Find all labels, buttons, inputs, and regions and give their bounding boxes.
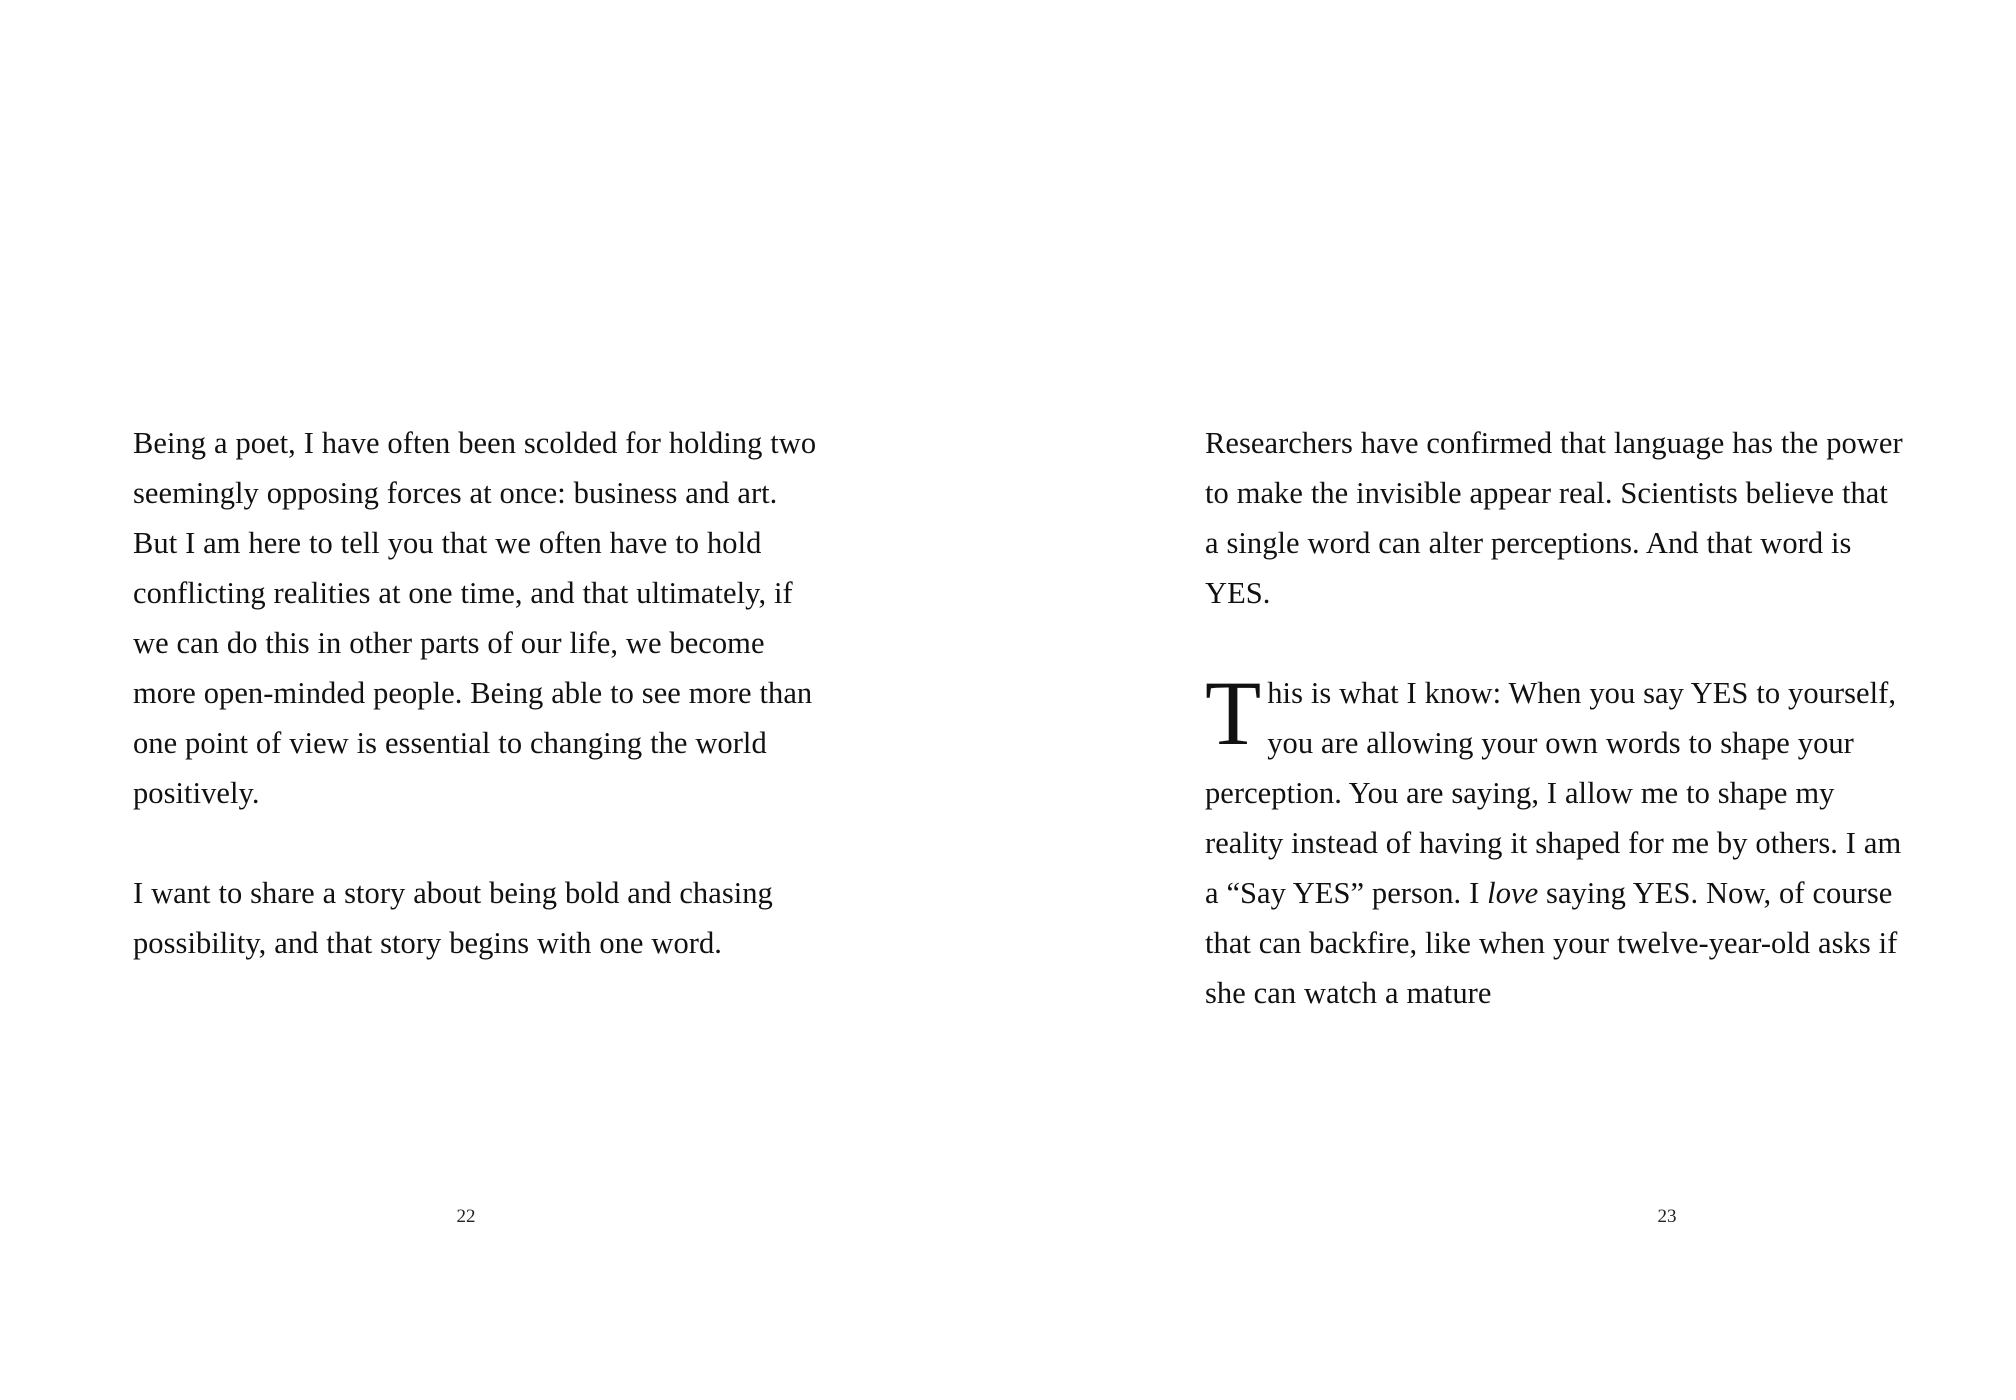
paragraph-text-after-italic: saying YES. Now, of course that can backfire, like when your twelve-year-old asks if she can watch a mature [1205,876,1898,1010]
italic-word-love: love [1487,876,1539,910]
right-page-text-block [1205,418,1905,1018]
drop-cap-letter: T [1205,662,1262,764]
page-number-right: 23 [1657,1206,1677,1227]
paragraph-this-is-what-i-know [1205,662,1905,1018]
paragraph-text-before-italic: his is what I know: When you say YES to yourself, you are allowing your own words to shape your perception. You are saying, I allow me to shape my reality instead of having it shaped for me by others. I am a “Say YES” person. I [1205,676,1902,910]
paragraph-researchers-confirmed: Researchers have confirmed that language has the power to make the invisible appear real. Scientists believe that a single word can alter perceptions. And that word is YES. [1205,426,1903,610]
paragraph-being-a-poet: Being a poet, I have often been scolded for holding two seemingly opposing forces at once: business and art. But I am here to tell you that we often have to hold conflicting realities at one time, and that ultimately, if we can do this in other parts of our life, we become more open-minded people. Being able to see more than one point of view is essential to changing the world positively. [133,426,817,810]
page-number-left: 22 [456,1206,476,1227]
right-page [1008,0,2016,1400]
paragraph-share-a-story: I want to share a story about being bold and chasing possibility, and that story begins with one word. [133,876,773,960]
left-page-text-block [133,418,823,968]
